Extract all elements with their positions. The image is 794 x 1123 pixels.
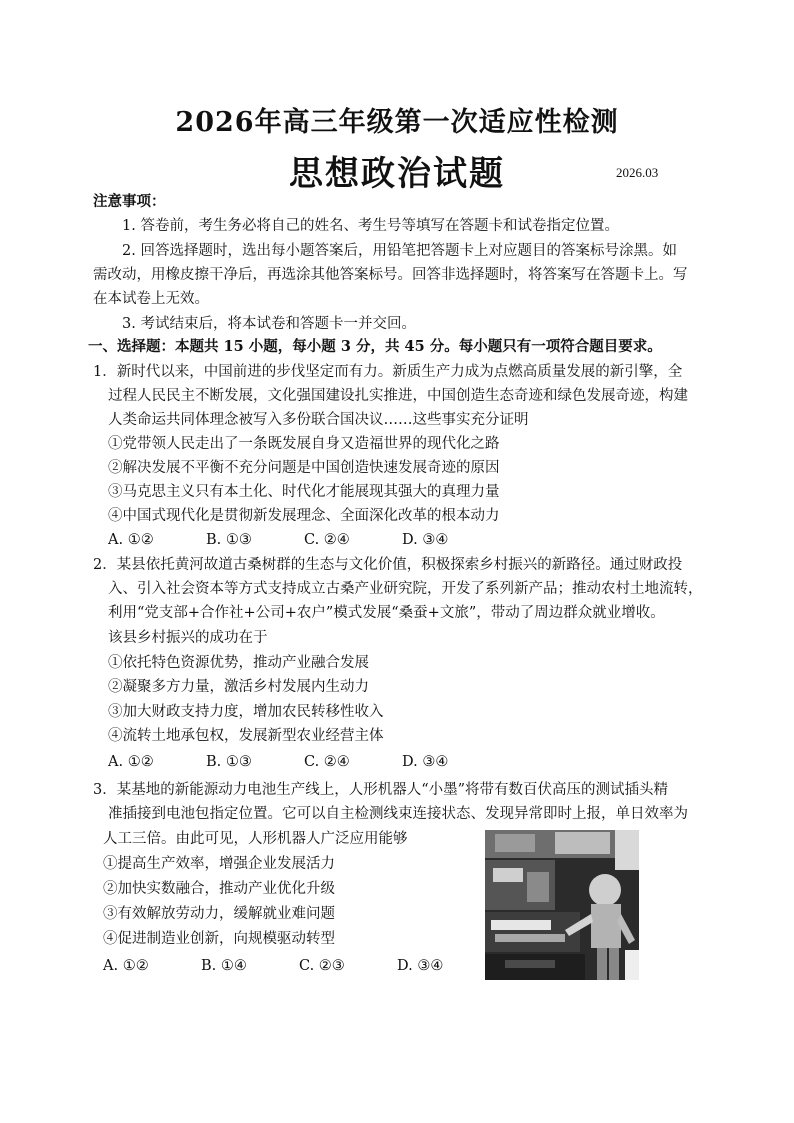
question-stem: 人类命运共同体理念被写入多份联合国决议……这些事实充分证明 xyxy=(108,412,529,428)
option-b: B. ①④ xyxy=(201,958,247,974)
question-stem: 3．某基地的新能源动力电池生产线上，人形机器人“小墨”将带有数百伏高压的测试插头精 xyxy=(93,782,669,798)
question-stem: 人工三倍。由此可见，人形机器人广泛应用能够 xyxy=(103,831,408,847)
option-a: A. ①② xyxy=(108,754,154,770)
notice-line: 在本试卷上无效。 xyxy=(93,291,209,307)
subject-title: 思想政治试题 xyxy=(289,154,505,194)
exam-date: 2026.03 xyxy=(616,165,659,180)
question-item: ②解决发展不平衡不充分问题是中国创造快速发展奇迹的原因 xyxy=(108,460,500,476)
question-stem: 1．新时代以来，中国前进的步伐坚定而有力。新质生产力成为点燃高质量发展的新引擎，全 xyxy=(93,364,683,380)
option-c: C. ②④ xyxy=(304,754,350,770)
question-stem: 过程人民民主不断发展，文化强国建设扎实推进，中国创造生态奇迹和绿色发展奇迹，构建 xyxy=(108,388,688,404)
question-item: ④促进制造业创新，向规模驱动转型 xyxy=(103,931,335,947)
section-heading: 一、选择题：本题共 15 小题，每小题 3 分，共 45 分。每小题只有一项符合题目要求。 xyxy=(88,338,662,355)
option-c: C. ②④ xyxy=(304,532,350,548)
question-item: ④中国式现代化是贯彻新发展理念、全面深化改革的根本动力 xyxy=(108,508,500,524)
notice-line: 需改动，用橡皮擦干净后，再选涂其他答案标号。回答非选择题时，将答案写在答题卡上。写 xyxy=(93,267,688,283)
question-item: ③马克思主义只有本土化、时代化才能展现其强大的真理力量 xyxy=(108,484,500,500)
question-item: ②凝聚多方力量，激活乡村发展内生动力 xyxy=(108,679,369,695)
question-stem: 2．某县依托黄河故道古桑树群的生态与文化价值，积极探索乡村振兴的新路径。通过财政投 xyxy=(93,557,683,573)
question-stem: 该县乡村振兴的成功在于 xyxy=(108,630,268,646)
question-stem: 准插接到电池包指定位置。它可以自主检测线束连接状态、发现异常即时上报，单日效率为 xyxy=(108,806,688,822)
option-a: A. ①② xyxy=(108,532,154,548)
question-item: ①党带领人民走出了一条既发展自身又造福世界的现代化之路 xyxy=(108,436,500,452)
exam-title: 2026年高三年级第一次适应性检测 xyxy=(175,107,619,138)
option-d: D. ③④ xyxy=(397,958,444,974)
question-item: ①依托特色资源优势，推动产业融合发展 xyxy=(108,655,369,671)
option-b: B. ①③ xyxy=(206,532,252,548)
option-d: D. ③④ xyxy=(402,754,449,770)
question-item: ③加大财政支持力度，增加农民转移性收入 xyxy=(108,704,384,720)
question-item: ④流转土地承包权，发展新型农业经营主体 xyxy=(108,728,384,744)
notice-heading: 注意事项： xyxy=(93,193,166,210)
answer-options xyxy=(108,530,448,550)
answer-options xyxy=(103,956,443,976)
option-b: B. ①③ xyxy=(206,754,252,770)
option-c: C. ②③ xyxy=(299,958,345,974)
question-item: ①提高生产效率，增强企业发展活力 xyxy=(103,856,335,872)
question-item: ③有效解放劳动力，缓解就业难问题 xyxy=(103,906,335,922)
robot-production-photo xyxy=(485,830,639,980)
answer-options xyxy=(108,752,448,772)
option-d: D. ③④ xyxy=(402,532,449,548)
question-item: ②加快实数融合，推动产业优化升级 xyxy=(103,881,335,897)
option-a: A. ①② xyxy=(103,958,149,974)
question-stem: 入、引入社会资本等方式支持成立古桑产业研究院，开发了系列新产品；推动农村土地流转， xyxy=(108,581,703,597)
notice-line: 1. 答卷前，考生务必将自己的姓名、考生号等填写在答题卡和试卷指定位置。 xyxy=(122,218,619,234)
question-stem: 利用“党支部+合作社+公司+农户”模式发展“桑蚕+文旅”，带动了周边群众就业增收。 xyxy=(108,605,665,621)
notice-line: 2. 回答选择题时，选出每小题答案后，用铅笔把答题卡上对应题目的答案标号涂黑。如 xyxy=(122,243,677,259)
notice-line: 3. 考试结束后，将本试卷和答题卡一并交回。 xyxy=(122,316,416,332)
